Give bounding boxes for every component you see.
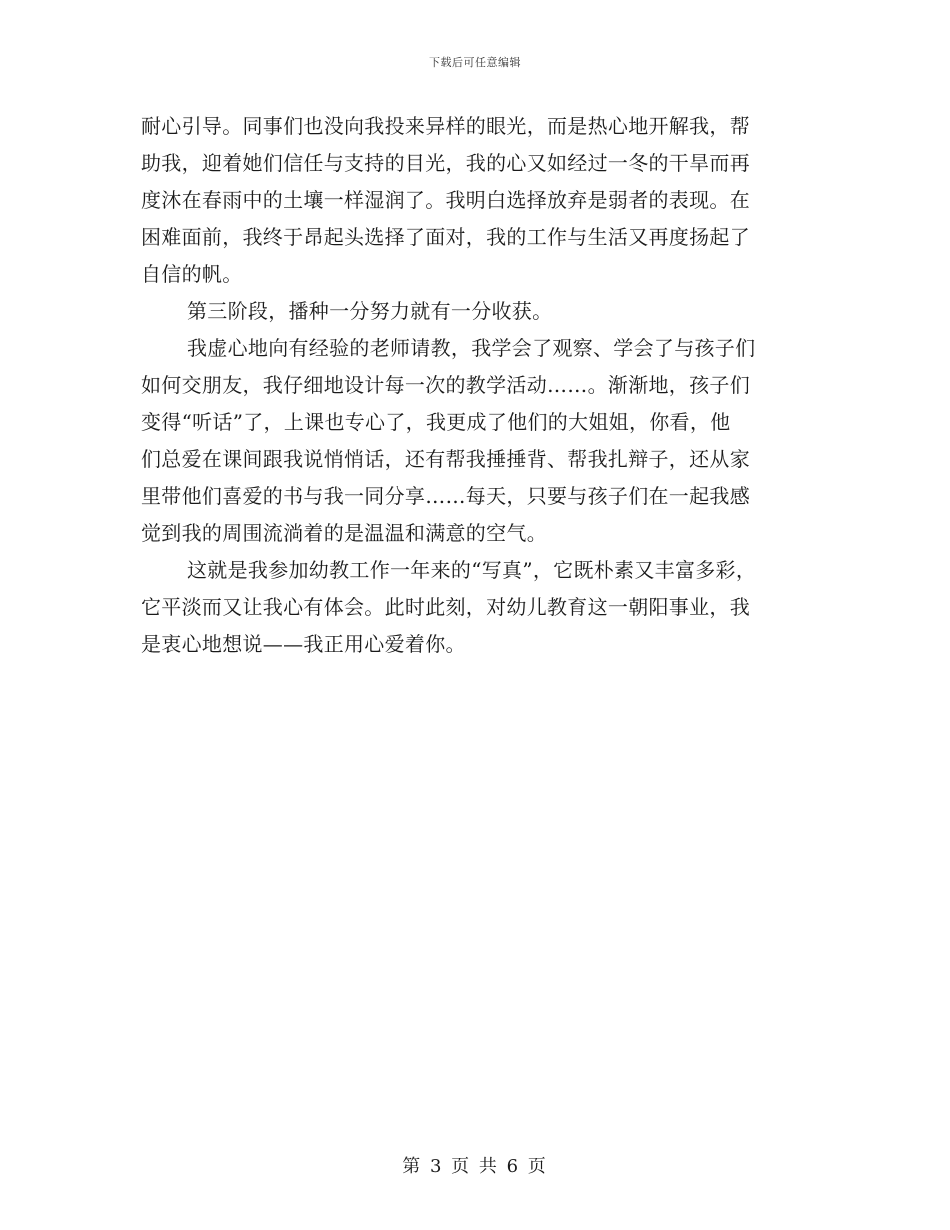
body-line: 助我，迎着她们信任与支持的目光，我的心又如经过一冬的干旱而再	[141, 151, 750, 175]
body-line: 里带他们喜爱的书与我一同分享……每天，只要与孩子们在一起我感	[141, 484, 750, 508]
body-line: 觉到我的周围流淌着的是温温和满意的空气。	[141, 521, 547, 545]
section-heading-stage-three: 第三阶段，播种一分努力就有一分收获。	[187, 299, 553, 323]
document-body	[141, 108, 811, 663]
body-line: 这就是我参加幼教工作一年来的“写真”，它既朴素又丰富多彩，	[187, 558, 757, 582]
body-line: 自信的帆。	[141, 262, 243, 286]
body-line: 困难面前，我终于昂起头选择了面对，我的工作与生活又再度扬起了	[141, 225, 750, 249]
body-line: 耐心引导。同事们也没向我投来异样的眼光，而是热心地开解我，帮	[141, 114, 750, 138]
body-line: 我虚心地向有经验的老师请教，我学会了观察、学会了与孩子们	[187, 336, 756, 360]
body-line: 它平淡而又让我心有体会。此时此刻，对幼儿教育这一朝阳事业，我	[141, 595, 750, 619]
body-line: 们总爱在课间跟我说悄悄话，还有帮我捶捶背、帮我扎辩子，还从家	[141, 447, 750, 471]
body-line: 是衷心地想说——我正用心爱着你。	[141, 632, 466, 656]
body-line: 变得“听话”了，上课也专心了，我更成了他们的大姐姐，你看，他	[141, 410, 731, 434]
body-line: 如何交朋友，我仔细地设计每一次的教学活动……。渐渐地，孩子们	[141, 373, 750, 397]
body-line: 度沐在春雨中的土壤一样湿润了。我明白选择放弃是弱者的表现。在	[141, 188, 750, 212]
page-header: 下载后可任意编辑	[429, 56, 521, 69]
page-number: 第 3 页 共 6 页	[402, 1156, 548, 1177]
